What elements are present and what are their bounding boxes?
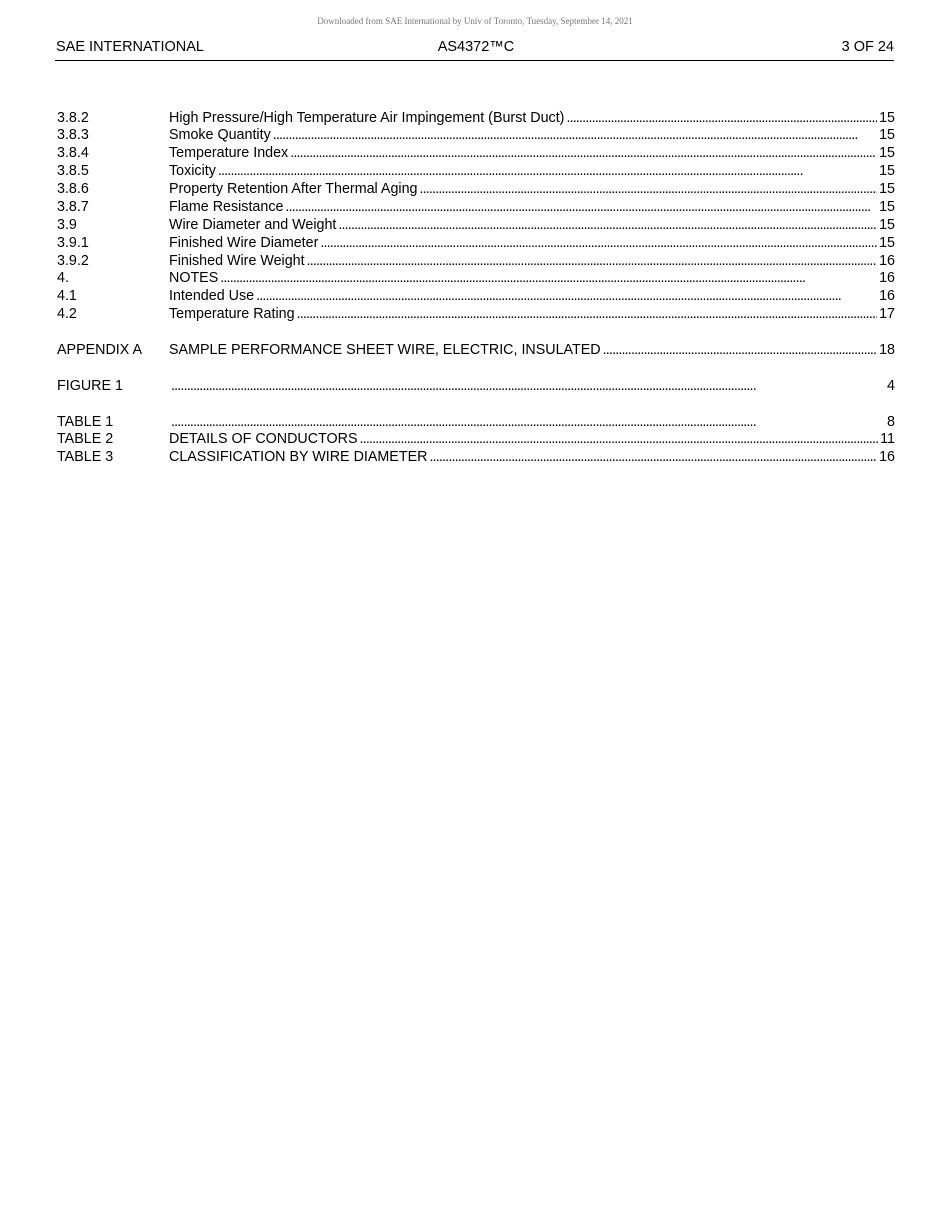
- toc-entry-title: Intended Use: [169, 288, 255, 304]
- toc-entry-number: 3.8.7: [57, 199, 89, 215]
- toc-entry-figure: [57, 377, 895, 395]
- toc-entry-page: 16: [879, 253, 895, 269]
- toc-dot-leader: [338, 216, 877, 234]
- toc-entry-page: 4: [887, 378, 895, 394]
- toc-entry-page: 18: [879, 342, 895, 358]
- toc-entry-page: 15: [879, 181, 895, 197]
- toc-entry-number: 4.2: [57, 306, 77, 322]
- toc-entry-page: 15: [879, 145, 895, 161]
- toc-entry-title: Temperature Index: [169, 145, 289, 161]
- toc-entry-title: DETAILS OF CONDUCTORS: [169, 431, 358, 447]
- toc-dot-leader: [320, 234, 877, 252]
- toc-dot-leader: [307, 252, 877, 270]
- toc-entry-number: APPENDIX A: [57, 342, 143, 358]
- toc-entry-title: NOTES: [169, 270, 219, 286]
- header-document-number: AS4372™C: [437, 39, 515, 55]
- toc-entry-number: 4.1: [57, 288, 77, 304]
- toc-entry-appendix: [57, 341, 895, 359]
- toc-entry-number: 3.9.1: [57, 235, 89, 251]
- toc-entry-title: Property Retention After Thermal Aging: [169, 181, 418, 197]
- toc-dot-leader: [273, 126, 877, 144]
- toc-entry-table: [57, 448, 895, 466]
- page-header: [55, 38, 894, 61]
- toc-entry: [57, 109, 895, 127]
- toc-entry-title: CLASSIFICATION BY WIRE DIAMETER: [169, 449, 428, 465]
- toc-entry: [57, 144, 895, 162]
- toc-entry-page: 8: [887, 414, 895, 430]
- toc-entry-number: 3.9: [57, 217, 77, 233]
- toc-entry: [57, 287, 895, 305]
- toc-entry-page: 11: [880, 431, 895, 447]
- toc-entry-page: 15: [879, 217, 895, 233]
- toc-entry-number: 3.8.2: [57, 110, 89, 126]
- header-page-number: 3 OF 24: [841, 39, 894, 55]
- toc-entry-number: FIGURE 1: [57, 378, 123, 394]
- toc-dot-leader: [297, 305, 878, 323]
- toc-dot-leader: [290, 144, 877, 162]
- toc-entry-title: High Pressure/High Temperature Air Impingement (Burst Duct): [169, 110, 565, 126]
- toc-entry: [57, 269, 895, 287]
- toc-entry-title: Finished Wire Diameter: [169, 235, 319, 251]
- header-organization: SAE INTERNATIONAL: [56, 39, 204, 55]
- toc-entry: [57, 234, 895, 252]
- toc-entry-page: 17: [879, 306, 895, 322]
- toc-entry-page: 16: [879, 270, 895, 286]
- toc-entry-page: 15: [879, 235, 895, 251]
- toc-entry-title: SAMPLE PERFORMANCE SHEET WIRE, ELECTRIC, INSULATED: [169, 342, 601, 358]
- toc-entry: [57, 126, 895, 144]
- toc-entry-number: 3.8.3: [57, 127, 89, 143]
- toc-entry-title: Wire Diameter and Weight: [169, 217, 337, 233]
- toc-entry: [57, 162, 895, 180]
- toc-entry-number: 3.8.5: [57, 163, 89, 179]
- toc-dot-leader: [429, 448, 877, 466]
- toc-entry-number: TABLE 3: [57, 449, 114, 465]
- toc-dot-leader: [360, 430, 879, 448]
- download-watermark: Downloaded from SAE International by Univ of Toronto, Tuesday, September 14, 2021: [317, 16, 633, 26]
- toc-entry: [57, 252, 895, 270]
- toc-entry-table: [57, 413, 895, 431]
- toc-dot-leader: [566, 109, 877, 127]
- toc-entry: [57, 180, 895, 198]
- toc-entry-title: Finished Wire Weight: [169, 253, 305, 269]
- toc-dot-leader: [171, 377, 885, 395]
- toc-entry-number: 3.8.6: [57, 181, 89, 197]
- toc-entry-number: TABLE 2: [57, 431, 114, 447]
- toc-entry-page: 15: [879, 110, 895, 126]
- toc-entry-title: Temperature Rating: [169, 306, 295, 322]
- toc-entry-title: Smoke Quantity: [169, 127, 271, 143]
- toc-entry-page: 16: [879, 288, 895, 304]
- toc-entry-number: TABLE 1: [57, 414, 114, 430]
- toc-entry-title: Flame Resistance: [169, 199, 284, 215]
- toc-dot-leader: [171, 413, 885, 431]
- toc-entry-page: 15: [879, 163, 895, 179]
- toc-dot-leader: [220, 269, 877, 287]
- toc-entry-page: 15: [879, 127, 895, 143]
- toc-entry-page: 16: [879, 449, 895, 465]
- toc-entry-number: 3.8.4: [57, 145, 89, 161]
- toc-entry-table: [57, 430, 895, 448]
- toc-dot-leader: [419, 180, 877, 198]
- toc-entry-number: 3.9.2: [57, 253, 89, 269]
- toc-dot-leader: [218, 162, 877, 180]
- toc-entry-page: 15: [879, 199, 895, 215]
- toc-entry: [57, 198, 895, 216]
- toc-entry: [57, 216, 895, 234]
- toc-entry: [57, 305, 895, 323]
- toc-entry-number: 4.: [57, 270, 69, 286]
- toc-dot-leader: [603, 341, 877, 359]
- toc-dot-leader: [285, 198, 877, 216]
- toc-entry-title: Toxicity: [169, 163, 216, 179]
- toc-dot-leader: [256, 287, 877, 305]
